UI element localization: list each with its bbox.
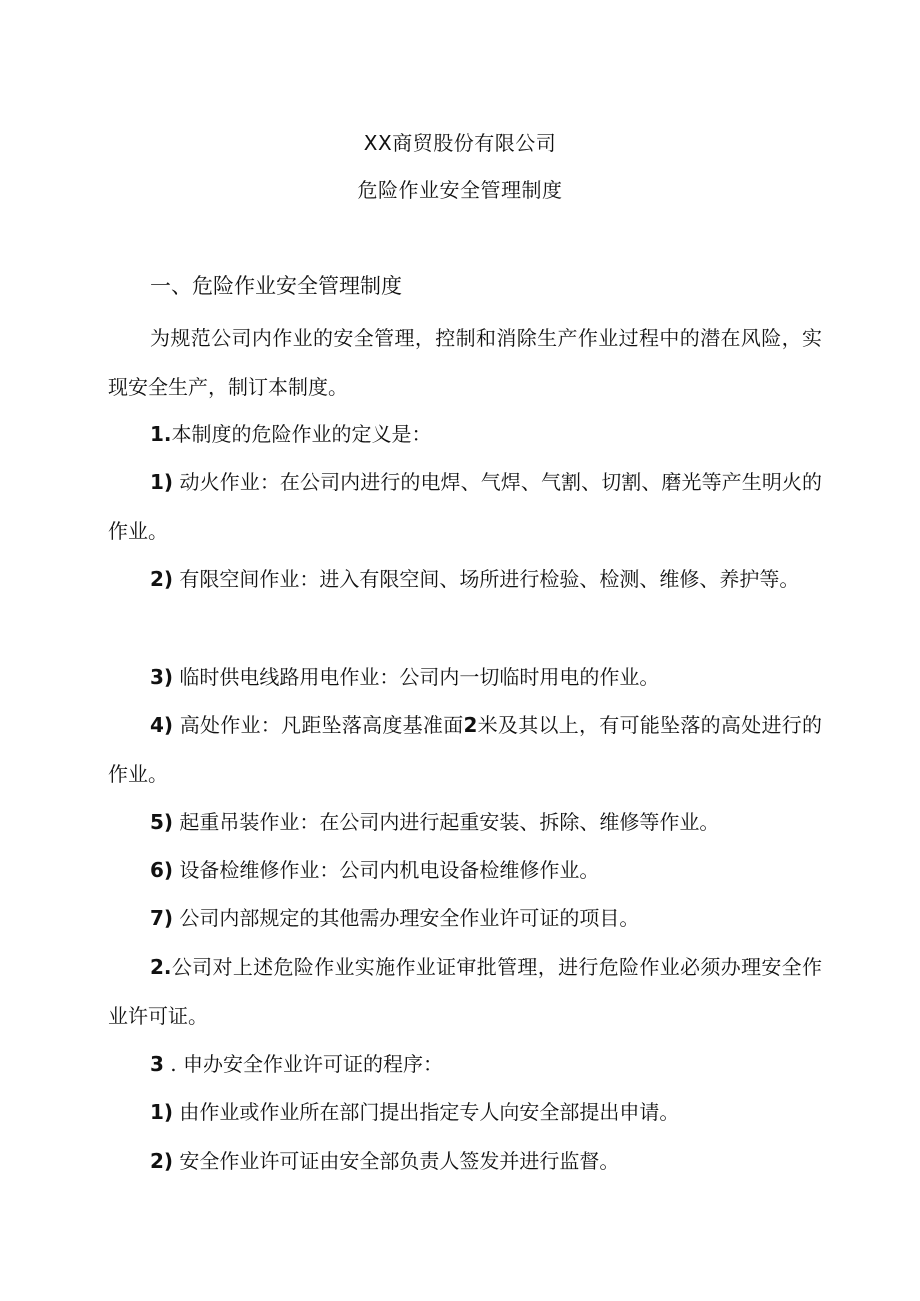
sub-clause-3-1 [108,1088,822,1137]
intro-paragraph: 为规范公司内作业的安全管理，控制和消除生产作业过程中的潜在风险，实现安全生产，制订本制度。 [108,326,822,399]
sub-clause-1-4 [108,701,822,798]
sub-clause-number: 5) [150,810,174,834]
document-title: 危险作业安全管理制度 [357,178,563,202]
clause-text: 公司对上述危险作业实施作业证审批管理，进行危险作业必须办理安全作业许可证。 [108,955,822,1028]
sub-clause-3-2 [108,1137,822,1186]
sub-clause-1-6 [108,846,822,895]
clause-number: 1. [150,422,172,446]
sub-clause-number: 6) [150,858,174,882]
sub-clause-text: 由作业或作业所在部门提出指定专人向安全部提出申请。 [173,1100,680,1124]
sub-clause-number: 1) [150,470,174,494]
sub-clause-text-cont: 米及其以上，有可能坠落的高处进行的作业。 [108,713,823,786]
sub-clause-text: 有限空间作业：进入有限空间、场所进行检验、检测、维修、养护等。 [173,567,800,591]
sub-clause-text: 起重吊装作业：在公司内进行起重安装、拆除、维修等作业。 [173,810,720,834]
sub-clause-1-7 [108,894,822,943]
clause-3 [108,1040,822,1089]
sub-clause-1-2 [108,555,822,604]
section-heading: 一、危险作业安全管理制度 [150,274,402,298]
sub-clause-1-1 [108,458,822,555]
clause-number: 2. [150,955,172,979]
company-name: XX商贸股份有限公司 [363,131,557,155]
height-value: 2 [463,713,478,737]
sub-clause-number: 4) [150,713,174,737]
sub-clause-text: 设备检维修作业：公司内机电设备检维修作业。 [173,858,600,882]
clause-number: 3 [150,1052,164,1076]
sub-clause-number: 2) [150,567,174,591]
clause-text: 本制度的危险作业的定义是： [171,422,432,446]
clause-text: . 申办安全作业许可证的程序： [163,1052,443,1076]
sub-clause-text: 高处作业：凡距坠落高度基准面 [173,713,464,737]
sub-clause-number: 1) [150,1100,174,1124]
clause-1 [108,410,822,459]
clause-2 [108,943,822,1040]
sub-clause-1-3 [108,653,822,702]
sub-clause-number: 7) [150,906,174,930]
sub-clause-text: 动火作业：在公司内进行的电焊、气焊、气割、切割、磨光等产生明火的作业。 [108,470,822,543]
sub-clause-number: 2) [150,1149,174,1173]
sub-clause-number: 3) [150,665,174,689]
sub-clause-text: 安全作业许可证由安全部负责人签发并进行监督。 [173,1149,620,1173]
sub-clause-1-5 [108,798,822,847]
sub-clause-text: 临时供电线路用电作业：公司内一切临时用电的作业。 [173,665,660,689]
sub-clause-text: 公司内部规定的其他需办理安全作业许可证的项目。 [173,906,640,930]
